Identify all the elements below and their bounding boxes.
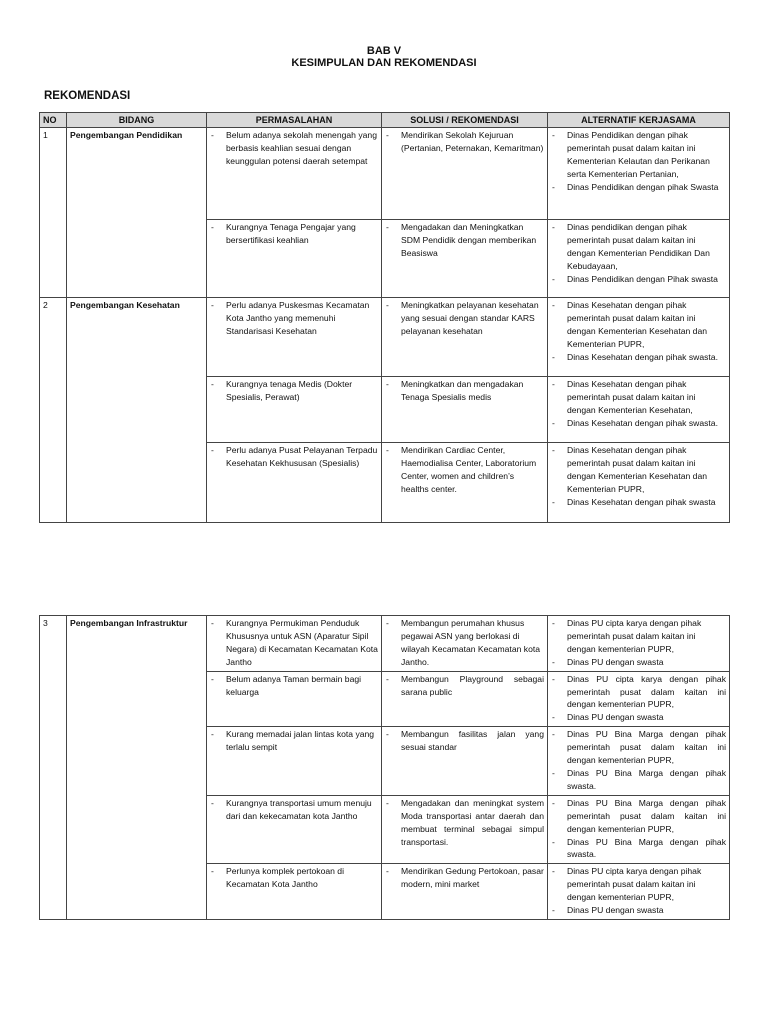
list-item: - Dinas PU cipta karya dengan pihak pemerintah pusat dalam kaitan ini dengan kementerian PUPR, [551,865,726,904]
solusi-cell [382,298,548,377]
list-item: - Kurang memadai jalan lintas kota yang terlalu sempit [210,728,378,754]
alternatif-cell [548,220,730,298]
solusi-cell [382,616,548,672]
list-item: - Dinas PU Bina Marga dengan pihak swasta. [551,767,726,793]
row-bidang: Pengembangan Infrastruktur [67,616,207,920]
solusi-cell [382,128,548,220]
solusi-cell [382,443,548,523]
list-item: - Mendirikan Gedung Pertokoan, pasar modern, mini market [385,865,544,891]
list-item: - Perlu adanya Puskesmas Kecamatan Kota Jantho yang memenuhi Standarisasi Kesehatan [210,299,378,338]
recommendation-table-page-1 [39,112,730,523]
table-row [40,128,730,220]
chapter-title: BAB V [366,45,402,57]
header-no: NO [40,113,67,128]
list-item: - Dinas PU dengan swasta [551,656,726,669]
list-item: - Dinas PU cipta karya dengan pihak pemerintah pusat dalam kaitan ini dengan kementerian PUPR, [551,673,726,712]
list-item: - Membangun fasilitas jalan yang sesuai standar [385,728,544,754]
header-alternatif: ALTERNATIF KERJASAMA [548,113,730,128]
list-item: - Membangun perumahan khusus pegawai ASN yang berlokasi di wilayah Kecamatan Kecamatan kota Jantho. [385,617,544,669]
list-item: - Mengadakan dan meningkat system Moda transportasi antar daerah dan membuat terminal sebagai simpul transportasi. [385,797,544,849]
table-header-row [40,113,730,128]
header-solusi: SOLUSI / REKOMENDASI [382,113,548,128]
list-item: - Dinas Kesehatan dengan pihak pemerintah pusat dalam kaitan ini dengan Kementerian Kesehatan, [551,378,726,417]
row-number: 2 [40,298,67,523]
list-item: - Kurangnya Permukiman Penduduk Khususnya untuk ASN (Aparatur Sipil Negara) di Kecamatan Kecamatan Kota Jantho [210,617,378,669]
list-item: - Kurangnya Tenaga Pengajar yang bersertifikasi keahlian [210,221,378,247]
list-item: - Perlunya komplek pertokoan di Kecamatan Kota Jantho [210,865,378,891]
solusi-cell [382,795,548,864]
masalah-cell [207,795,382,864]
masalah-cell [207,220,382,298]
row-bidang: Pengembangan Pendidikan [67,128,207,298]
masalah-cell [207,128,382,220]
solusi-cell [382,727,548,796]
list-item: - Mendirikan Sekolah Kejuruan (Pertanian, Peternakan, Kemaritman) [385,129,544,155]
table-row [40,298,730,377]
list-item: - Dinas PU cipta karya dengan pihak pemerintah pusat dalam kaitan ini dengan kementerian PUPR, [551,617,726,656]
list-item: - Kurangnya tenaga Medis (Dokter Spesialis, Perawat) [210,378,378,404]
alternatif-cell [548,864,730,920]
list-item: - Dinas Kesehatan dengan pihak swasta. [551,417,726,430]
list-item: - Dinas PU Bina Marga dengan pihak pemerintah pusat dalam kaitan ini dengan kementerian PUPR, [551,728,726,767]
header-bidang: BIDANG [67,113,207,128]
alternatif-cell [548,298,730,377]
recommendation-table-page-2 [39,615,730,920]
solusi-cell [382,220,548,298]
section-label: REKOMENDASI [44,90,131,102]
list-item: - Meningkatkan pelayanan kesehatan yang sesuai dengan standar KARS pelayanan kesehatan [385,299,544,338]
masalah-cell [207,377,382,443]
list-item: - Belum adanya sekolah menengah yang berbasis keahlian sesuai dengan keunggulan potensi daerah setempat [210,129,378,168]
alternatif-cell [548,616,730,672]
chapter-subtitle: KESIMPULAN DAN REKOMENDASI [291,57,477,69]
alternatif-cell [548,671,730,727]
masalah-cell [207,616,382,672]
masalah-cell [207,671,382,727]
masalah-cell [207,298,382,377]
list-item: - Membangun Playground sebagai sarana public [385,673,544,699]
alternatif-cell [548,128,730,220]
list-item: - Dinas pendidikan dengan pihak pemerintah pusat dalam kaitan ini dengan Kementerian Pendidikan Dan Kebudayaan, [551,221,726,273]
list-item: - Dinas Pendidikan dengan pihak Swasta [551,181,726,194]
masalah-cell [207,864,382,920]
list-item: - Dinas Kesehatan dengan pihak swasta. [551,351,726,364]
solusi-cell [382,864,548,920]
list-item: - Dinas Pendidikan dengan Pihak swasta [551,273,726,286]
table-row [40,616,730,672]
list-item: - Dinas Kesehatan dengan pihak pemerintah pusat dalam kaitan ini dengan Kementerian Kesehatan dan Kementerian PUPR, [551,299,726,351]
masalah-cell [207,727,382,796]
header-permasalahan: PERMASALAHAN [207,113,382,128]
solusi-cell [382,377,548,443]
alternatif-cell [548,727,730,796]
alternatif-cell [548,377,730,443]
list-item: - Meningkatkan dan mengadakan Tenaga Spesialis medis [385,378,544,404]
list-item: - Perlu adanya Pusat Pelayanan Terpadu Kesehatan Kekhususan (Spesialis) [210,444,378,470]
row-number: 1 [40,128,67,298]
list-item: - Mengadakan dan Meningkatkan SDM Pendidik dengan memberikan Beasiswa [385,221,544,260]
list-item: - Dinas PU Bina Marga dengan pihak pemerintah pusat dalam kaitan ini dengan kementerian PUPR, [551,797,726,836]
solusi-cell [382,671,548,727]
row-number: 3 [40,616,67,920]
row-bidang: Pengembangan Kesehatan [67,298,207,523]
list-item: - Dinas Kesehatan dengan pihak pemerintah pusat dalam kaitan ini dengan Kementerian Kesehatan dan Kementerian PUPR, [551,444,726,496]
list-item: - Dinas PU dengan swasta [551,711,726,724]
list-item: - Dinas Kesehatan dengan pihak swasta [551,496,726,509]
masalah-cell [207,443,382,523]
list-item: - Kurangnya transportasi umum menuju dari dan kekecamatan kota Jantho [210,797,378,823]
list-item: - Dinas PU Bina Marga dengan pihak swasta. [551,836,726,862]
alternatif-cell [548,795,730,864]
list-item: - Dinas PU dengan swasta [551,904,726,917]
list-item: - Belum adanya Taman bermain bagi keluarga [210,673,378,699]
alternatif-cell [548,443,730,523]
list-item: - Dinas Pendidikan dengan pihak pemerintah pusat dalam kaitan ini Kementerian Kelautan dan Perikanan serta Kementerian Pertanian, [551,129,726,181]
list-item: - Mendirikan Cardiac Center, Haemodialisa Center, Laboratorium Center, women and children’s healths center. [385,444,544,496]
